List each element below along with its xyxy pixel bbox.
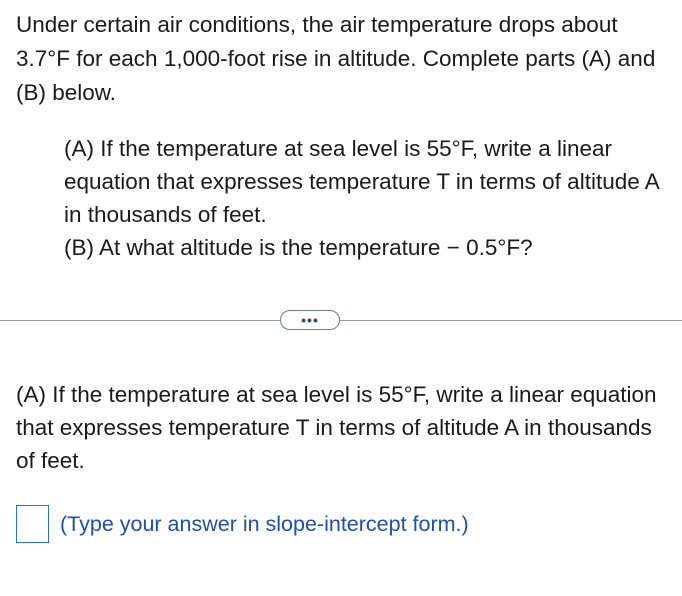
expand-more-button[interactable]: ••• (280, 310, 340, 330)
answer-format-hint: (Type your answer in slope-intercept form.) (60, 511, 469, 536)
problem-parts (64, 132, 664, 264)
part-a-statement: (A) If the temperature at sea level is 55°F, write a linear equation that expresses temperature T in terms of altitude A in thousands of feet. (64, 136, 659, 227)
answer-input[interactable] (16, 505, 49, 543)
part-b-statement: (B) At what altitude is the temperature − 0.5°F? (64, 235, 533, 260)
answer-row (16, 505, 469, 543)
current-part-question: (A) If the temperature at sea level is 55°F, write a linear equation that expresses temperature T in terms of altitude A in thousands of feet. (16, 382, 657, 473)
section-divider (0, 320, 682, 321)
problem-intro: Under certain air conditions, the air temperature drops about 3.7°F for each 1,000-foot rise in altitude. Complete parts (A) and (B) below. (16, 12, 656, 105)
